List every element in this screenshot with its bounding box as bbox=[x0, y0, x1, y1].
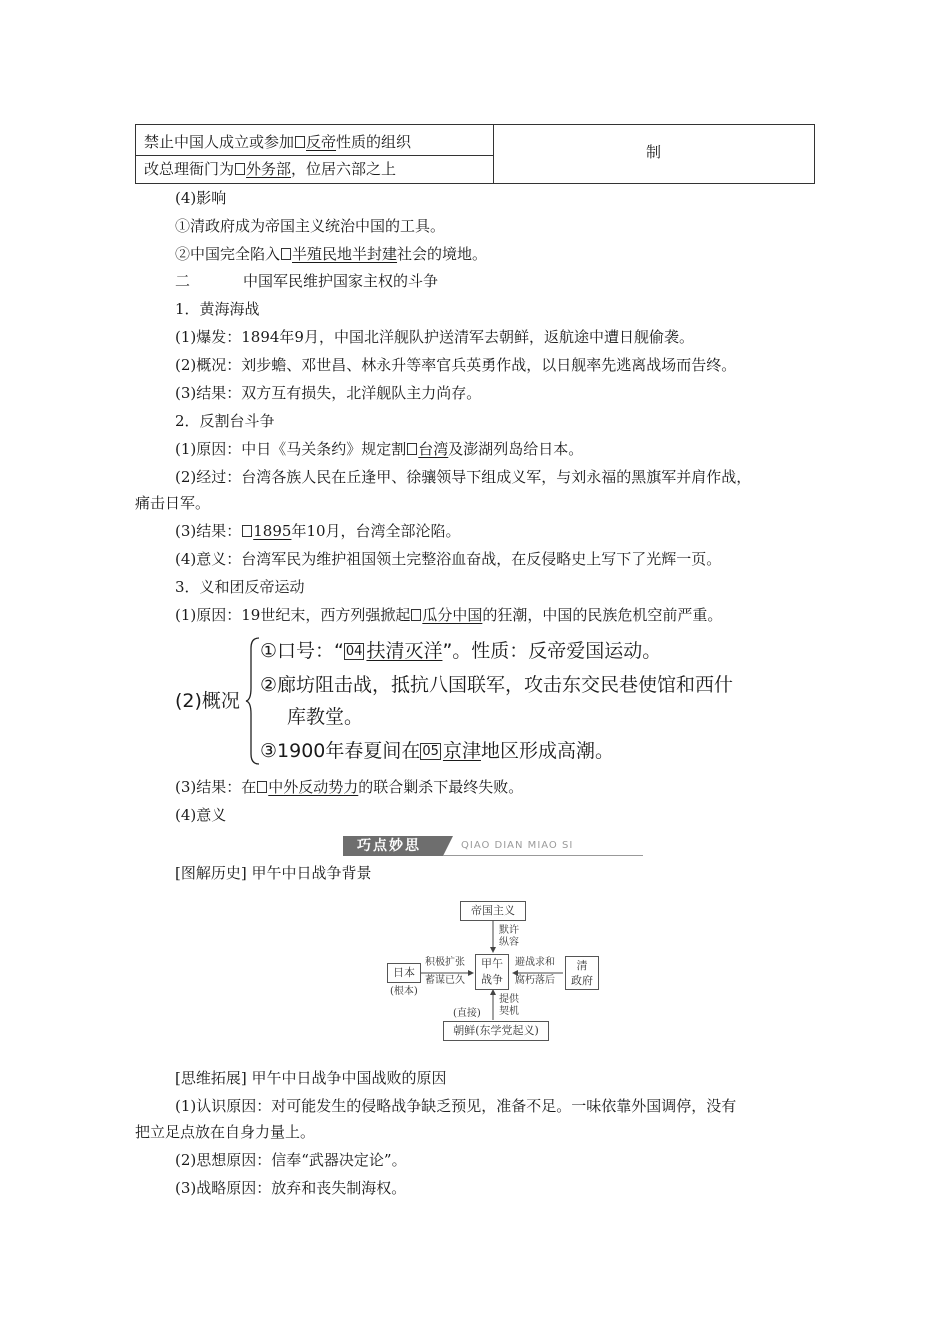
blank-box-icon bbox=[242, 525, 252, 537]
overview-block bbox=[175, 632, 825, 767]
table-cell: 禁止中国人成立或参加 反帝性质的组织 bbox=[144, 133, 412, 151]
overview-item: ②廊坊阻击战，抵抗八国联军，攻击东交民巷使馆和西什 bbox=[260, 674, 734, 696]
number-box: 05 bbox=[422, 744, 439, 759]
diagram-node-war bbox=[475, 954, 509, 990]
paragraph: (3)结果：双方互有损失，北洋舰队主力尚存。 bbox=[175, 384, 482, 402]
diagram-note: 纵容 bbox=[499, 937, 519, 948]
diagram-node-japan: 日本 bbox=[387, 963, 421, 983]
blank-box-icon bbox=[257, 781, 267, 793]
overview-item: ③1900年春夏间在 05 京津地区形成高潮。 bbox=[260, 740, 614, 762]
subsection-heading: 3．义和团反帝运动 bbox=[175, 578, 305, 596]
paragraph: (3)结果： 1895年10月，台湾全部沦陷。 bbox=[175, 522, 461, 540]
subsection-heading: 1．黄海海战 bbox=[175, 300, 260, 318]
banner-tail bbox=[443, 836, 453, 856]
diagram-node-line: 甲午 bbox=[481, 957, 503, 970]
paragraph: (1)爆发：1894年9月，中国北洋舰队护送清军去朝鲜，返航途中遭日舰偷袭。 bbox=[175, 328, 694, 346]
paragraph: 把立足点放在自身力量上。 bbox=[135, 1123, 316, 1141]
overview-label: (2)概况 bbox=[175, 690, 240, 712]
diagram-node-qing bbox=[565, 956, 599, 990]
blank-box-icon bbox=[407, 443, 417, 455]
reasons-caption: [思维拓展] 甲午中日战争中国战败的原因 bbox=[175, 1069, 447, 1087]
diagram-caption: [图解历史] 甲午中日战争背景 bbox=[175, 864, 372, 882]
diagram-note: (直接) bbox=[453, 1008, 481, 1019]
diagram-note: 避战求和 bbox=[515, 957, 555, 968]
paragraph: (4)意义 bbox=[175, 806, 227, 824]
diagram-note: 蓄谋已久 bbox=[425, 975, 465, 986]
diagram-node-imperialism: 帝国主义 bbox=[460, 901, 526, 921]
paragraph: (1)原因：19世纪末，西方列强掀起 瓜分中国的狂潮，中国的民族危机空前严重。 bbox=[175, 606, 723, 624]
banner-rule bbox=[443, 855, 643, 856]
diagram-note: 默许 bbox=[499, 925, 519, 936]
diagram-note: 积极扩张 bbox=[425, 957, 465, 968]
number-box: 04 bbox=[345, 644, 363, 659]
diagram-node-korea: 朝鲜(东学党起义) bbox=[443, 1021, 549, 1041]
policy-table bbox=[135, 124, 815, 184]
overview-item: ①口号：“ 04 扶清灭洋”。性质：反帝爱国运动。 bbox=[260, 640, 662, 662]
table-divider bbox=[136, 155, 494, 156]
paragraph: (2)经过：台湾各族人民在丘逢甲、徐骧领导下组成义军，与刘永福的黑旗军并肩作战， bbox=[175, 468, 752, 486]
overview-item: 库教堂。 bbox=[287, 706, 364, 728]
diagram-node-line: 政府 bbox=[571, 974, 593, 987]
blank-box-icon bbox=[235, 163, 245, 175]
paragraph: (1)认识原因：对可能发生的侵略战争缺乏预见，准备不足。一味依靠外国调停，没有 bbox=[175, 1097, 737, 1115]
paragraph: (4)意义：台湾军民为维护祖国领土完整浴血奋战，在反侵略史上写下了光辉一页。 bbox=[175, 550, 722, 568]
table-cell: 改总理衙门为 外务部，位居六部之上 bbox=[144, 160, 397, 178]
diagram-note: 腐朽落后 bbox=[515, 975, 555, 986]
table-cell: 制 bbox=[646, 143, 662, 161]
diagram-note: 提供 bbox=[499, 994, 519, 1005]
subsection-heading: 2．反割台斗争 bbox=[175, 412, 275, 430]
blank-box-icon bbox=[411, 609, 421, 621]
section-number: 二 bbox=[175, 272, 191, 290]
impact-heading: (4)影响 bbox=[175, 189, 227, 207]
section-banner bbox=[343, 836, 643, 856]
banner-title: 巧点妙思 bbox=[343, 836, 443, 856]
paragraph: (3)战略原因：放弃和丧失制海权。 bbox=[175, 1179, 407, 1197]
diagram-note: 契机 bbox=[499, 1006, 519, 1017]
paragraph: 痛击日军。 bbox=[135, 494, 211, 512]
diagram-node-line: 战争 bbox=[481, 973, 503, 986]
diagram-node-line: 清 bbox=[576, 959, 588, 972]
blank-box-icon bbox=[295, 136, 305, 148]
paragraph: (2)思想原因：信奉“武器决定论”。 bbox=[175, 1151, 407, 1169]
paragraph: (1)原因：中日《马关条约》规定割 台湾及澎湖列岛给日本。 bbox=[175, 440, 584, 458]
impact-item: ①清政府成为帝国主义统治中国的工具。 bbox=[175, 217, 446, 235]
blank-box-icon bbox=[281, 248, 291, 260]
impact-item: ②中国完全陷入 半殖民地半封建社会的境地。 bbox=[175, 245, 488, 263]
banner-subtitle: QIAO DIAN MIAO SI bbox=[461, 840, 574, 851]
war-background-diagram bbox=[385, 898, 605, 1048]
paragraph: (3)结果：在 中外反动势力的联合剿杀下最终失败。 bbox=[175, 778, 524, 796]
paragraph: (2)概况：刘步蟾、邓世昌、林永升等率官兵英勇作战，以日舰率先逃离战场而告终。 bbox=[175, 356, 737, 374]
section-title: 中国军民维护国家主权的斗争 bbox=[243, 272, 439, 290]
diagram-note: (根本) bbox=[390, 986, 418, 997]
table-divider bbox=[493, 125, 494, 183]
